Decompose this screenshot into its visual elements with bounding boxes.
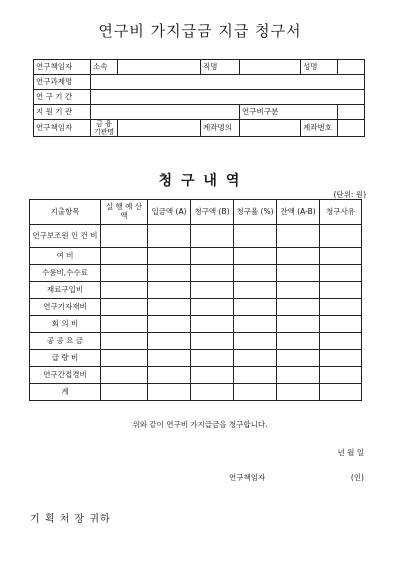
- balance-cell[interactable]: [277, 350, 320, 367]
- received-cell[interactable]: [148, 316, 191, 333]
- claimed-cell[interactable]: [191, 265, 234, 282]
- ratio-cell[interactable]: [234, 384, 277, 401]
- ratio-cell[interactable]: [234, 225, 277, 248]
- header-balance: 잔액 (A-B): [277, 200, 320, 225]
- received-cell[interactable]: [148, 265, 191, 282]
- ratio-cell[interactable]: [234, 367, 277, 384]
- bank-label: 금 융 기관명: [91, 120, 118, 137]
- account-name-label: 계좌명의: [201, 120, 240, 137]
- info-table: [33, 59, 365, 137]
- detail-row-total: [30, 384, 362, 401]
- account-no-label: 계좌번호: [301, 120, 338, 137]
- balance-cell[interactable]: [277, 333, 320, 350]
- received-cell[interactable]: [148, 282, 191, 299]
- header-claimed: 청구액 (B): [191, 200, 234, 225]
- budget-cell[interactable]: [101, 282, 148, 299]
- claimed-cell[interactable]: [191, 367, 234, 384]
- funding-org-value[interactable]: [91, 105, 240, 120]
- balance-cell[interactable]: [277, 299, 320, 316]
- header-reason: 청구사유: [320, 200, 362, 225]
- received-cell[interactable]: [148, 299, 191, 316]
- received-cell[interactable]: [148, 367, 191, 384]
- project-title-value[interactable]: [91, 75, 365, 90]
- name-value[interactable]: [338, 60, 365, 75]
- detail-row-label: 수용비,수수료: [30, 265, 101, 282]
- reason-cell[interactable]: [320, 350, 362, 367]
- info-row-project: [34, 75, 365, 90]
- detail-row-label: 재료구입비: [30, 282, 101, 299]
- account-no-value[interactable]: [338, 120, 365, 137]
- balance-cell[interactable]: [277, 316, 320, 333]
- detail-row: [30, 282, 362, 299]
- header-budget: 실 행 예 산 액: [101, 200, 148, 225]
- detail-row-label: 계: [30, 384, 101, 401]
- budget-cell[interactable]: [101, 299, 148, 316]
- period-value[interactable]: [91, 90, 365, 105]
- reason-cell[interactable]: [320, 384, 362, 401]
- detail-row-label: 연구보조원 인 건 비: [30, 225, 101, 248]
- detail-row: [30, 225, 362, 248]
- account-name-value[interactable]: [240, 120, 301, 137]
- detail-row: [30, 265, 362, 282]
- detail-row: [30, 248, 362, 265]
- budget-cell[interactable]: [101, 316, 148, 333]
- bank-value[interactable]: [118, 120, 201, 137]
- detail-row-label: 급 량 비: [30, 350, 101, 367]
- researcher-label-2: 연구책임자: [34, 120, 91, 137]
- budget-cell[interactable]: [101, 265, 148, 282]
- affiliation-label: 소속: [91, 60, 118, 75]
- info-row-account: [34, 120, 365, 137]
- reason-cell[interactable]: [320, 248, 362, 265]
- detail-row-label: 회 의 비: [30, 316, 101, 333]
- balance-cell[interactable]: [277, 384, 320, 401]
- reason-cell[interactable]: [320, 333, 362, 350]
- detail-row: [30, 299, 362, 316]
- budget-cell[interactable]: [101, 367, 148, 384]
- ratio-cell[interactable]: [234, 299, 277, 316]
- ratio-cell[interactable]: [234, 248, 277, 265]
- detail-row-label: 여 비: [30, 248, 101, 265]
- claimed-cell[interactable]: [191, 225, 234, 248]
- addressee: 기 획 처 장 귀하: [30, 514, 111, 525]
- position-label: 직명: [201, 60, 240, 75]
- balance-cell[interactable]: [277, 367, 320, 384]
- reason-cell[interactable]: [320, 225, 362, 248]
- header-received: 입금액 (A): [148, 200, 191, 225]
- claimed-cell[interactable]: [191, 316, 234, 333]
- fund-type-label: 연구비구분: [240, 105, 338, 120]
- ratio-cell[interactable]: [234, 265, 277, 282]
- detail-row: [30, 333, 362, 350]
- detail-title: 청 구 내 역: [158, 173, 242, 189]
- budget-cell[interactable]: [101, 350, 148, 367]
- received-cell[interactable]: [148, 350, 191, 367]
- claimed-cell[interactable]: [191, 248, 234, 265]
- claimed-cell[interactable]: [191, 333, 234, 350]
- reason-cell[interactable]: [320, 367, 362, 384]
- detail-table: [29, 199, 362, 401]
- affiliation-value[interactable]: [118, 60, 201, 75]
- reason-cell[interactable]: [320, 316, 362, 333]
- detail-row-label: 공 공 요 금: [30, 333, 101, 350]
- claimed-cell[interactable]: [191, 282, 234, 299]
- balance-cell[interactable]: [277, 225, 320, 248]
- position-value[interactable]: [240, 60, 301, 75]
- header-item: 지출항목: [30, 200, 101, 225]
- name-label: 성명: [301, 60, 338, 75]
- info-row-period: [34, 90, 365, 105]
- balance-cell[interactable]: [277, 248, 320, 265]
- budget-cell[interactable]: [101, 248, 148, 265]
- fund-type-value[interactable]: [338, 105, 365, 120]
- detail-row: [30, 316, 362, 333]
- budget-cell[interactable]: [101, 333, 148, 350]
- reason-cell[interactable]: [320, 282, 362, 299]
- seal-mark: (인): [350, 473, 364, 482]
- budget-cell[interactable]: [101, 225, 148, 248]
- header-ratio: 청구율 (%): [234, 200, 277, 225]
- claimed-cell[interactable]: [191, 299, 234, 316]
- document-title: 연구비 가지급금 지급 청구서: [98, 22, 302, 40]
- closing-statement: 위와 같이 연구비 가지급금을 청구합니다.: [132, 420, 268, 429]
- researcher-label: 연구책임자: [34, 60, 91, 75]
- info-row-funding: [34, 105, 365, 120]
- claimed-cell[interactable]: [191, 350, 234, 367]
- budget-cell[interactable]: [101, 384, 148, 401]
- ratio-cell[interactable]: [234, 282, 277, 299]
- detail-row: [30, 350, 362, 367]
- date-line: 년 월 일: [337, 448, 364, 457]
- detail-row-label: 연구간접경비: [30, 367, 101, 384]
- claimed-cell[interactable]: [191, 384, 234, 401]
- applicant-label: 연구책임자: [229, 473, 266, 482]
- balance-cell[interactable]: [277, 282, 320, 299]
- funding-org-label: 지 원 기 관: [34, 105, 91, 120]
- received-cell[interactable]: [148, 384, 191, 401]
- period-label: 연 구 기 간: [34, 90, 91, 105]
- project-title-label: 연구과제명: [34, 75, 91, 90]
- received-cell[interactable]: [148, 248, 191, 265]
- ratio-cell[interactable]: [234, 333, 277, 350]
- unit-note: (단위: 원): [333, 190, 366, 199]
- detail-row-label: 연구기자재비: [30, 299, 101, 316]
- detail-row: [30, 367, 362, 384]
- received-cell[interactable]: [148, 225, 191, 248]
- ratio-cell[interactable]: [234, 350, 277, 367]
- detail-header-row: [30, 200, 362, 225]
- balance-cell[interactable]: [277, 265, 320, 282]
- info-row-researcher: [34, 60, 365, 75]
- reason-cell[interactable]: [320, 265, 362, 282]
- ratio-cell[interactable]: [234, 316, 277, 333]
- reason-cell[interactable]: [320, 299, 362, 316]
- received-cell[interactable]: [148, 333, 191, 350]
